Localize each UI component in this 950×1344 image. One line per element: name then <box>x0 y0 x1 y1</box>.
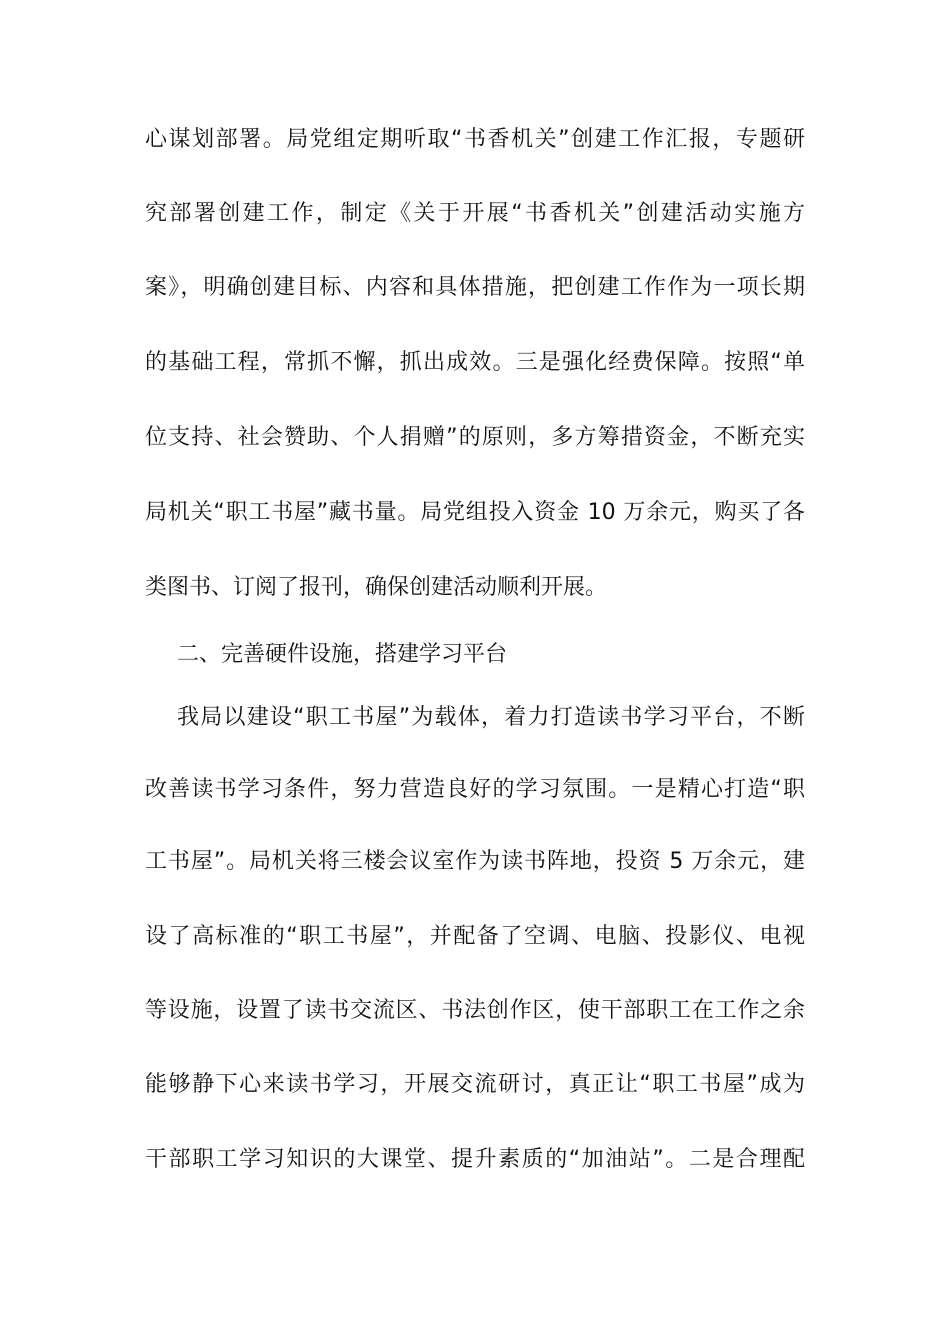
text-line: 位支持、社会赞助、个人捐赠”的原则，多方筹措资金，不断充实 <box>145 425 805 450</box>
text-line: 局机关“职工书屋”藏书量。局党组投入资金 10 万余元，购买了各 <box>145 500 805 525</box>
text-line: 案》，明确创建目标、内容和具体措施，把创建工作作为一项长期 <box>145 275 805 300</box>
text-line: 究部署创建工作，制定《关于开展“书香机关”创建活动实施方 <box>145 201 805 226</box>
text-line: 干部职工学习知识的大课堂、提升素质的“加油站”。二是合理配 <box>145 1147 805 1172</box>
section-heading: 二、完善硬件设施，搭建学习平台 <box>177 642 508 667</box>
text-line: 我局以建设“职工书屋”为载体，着力打造读书学习平台，不断 <box>177 705 805 730</box>
text-line: 等设施，设置了读书交流区、书法创作区，使干部职工在工作之余 <box>145 998 805 1023</box>
text-line: 心谋划部署。局党组定期听取“书香机关”创建工作汇报，专题研 <box>145 127 805 152</box>
text-line: 能够静下心来读书学习，开展交流研讨，真正让“职工书屋”成为 <box>145 1072 805 1097</box>
text-line: 设了高标准的“职工书屋”，并配备了空调、电脑、投影仪、电视 <box>145 924 805 949</box>
text-line: 类图书、订阅了报刊，确保创建活动顺利开展。 <box>145 575 608 600</box>
text-line: 的基础工程，常抓不懈，抓出成效。三是强化经费保障。按照“单 <box>145 350 805 375</box>
text-line: 工书屋”。局机关将三楼会议室作为读书阵地，投资 5 万余元，建 <box>145 849 805 874</box>
text-line: 改善读书学习条件，努力营造良好的学习氛围。一是精心打造“职 <box>145 777 805 802</box>
